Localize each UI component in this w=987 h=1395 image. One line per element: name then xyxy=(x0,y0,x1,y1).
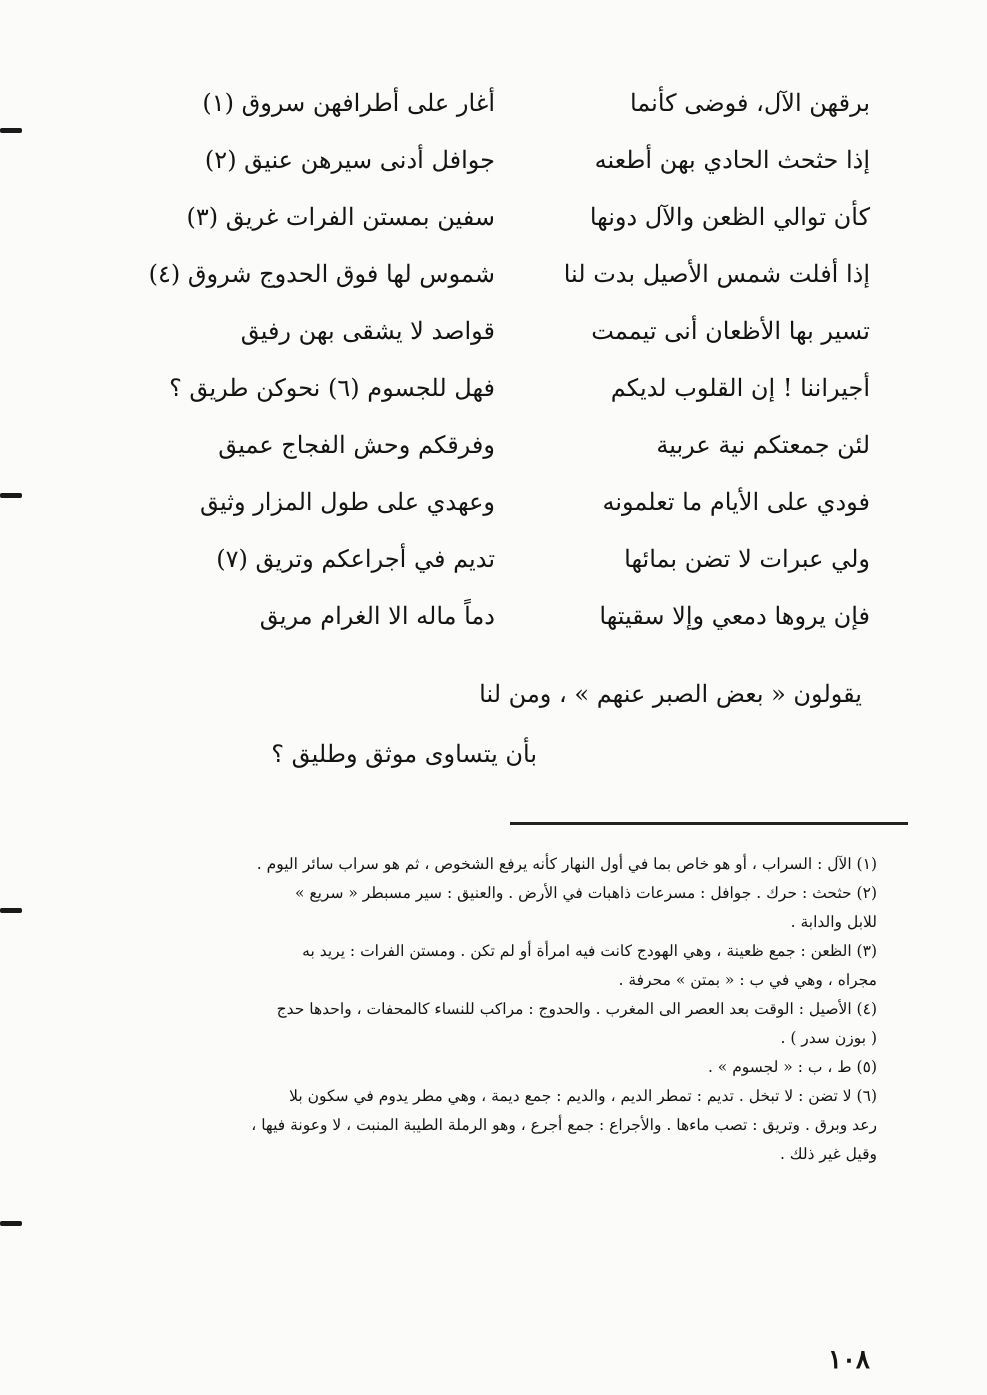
couplet xyxy=(150,75,870,132)
footnotes xyxy=(112,850,877,1169)
footnote-continuation: وقيل غير ذلك . xyxy=(779,1145,877,1163)
hemistich-second: دماً ماله الا الغرام مريق xyxy=(259,602,495,630)
footnote-separator xyxy=(510,822,908,825)
page-edge-tab xyxy=(0,908,22,913)
footnote xyxy=(112,1082,877,1169)
hemistich-second: تديم في أجراعكم وتريق (٧) xyxy=(216,545,495,573)
footnote-text: (٢) حثحث : حرك . جوافل : مسرعات ذاهبات في الأرض . والعنيق : سير مسبطر « سريع » xyxy=(294,884,877,902)
hemistich-second: وعهدي على طول المزار وثيق xyxy=(200,488,495,516)
poem-closing-line-first: يقولون « بعض الصبر عنهم » ، ومن لنا xyxy=(479,680,862,708)
couplet xyxy=(150,531,870,588)
hemistich-first: تسير بها الأظعان أنى تيممت xyxy=(591,317,870,345)
hemistich-first: إذا أفلت شمس الأصيل بدت لنا xyxy=(563,260,870,288)
hemistich-second: أغار على أطرافهن سروق (١) xyxy=(202,89,495,117)
page-edge-tab xyxy=(0,128,22,133)
footnote xyxy=(112,1053,877,1082)
footnote-text: (٤) الأصيل : الوقت بعد العصر الى المغرب . والحدوج : مراكب للنساء كالمحفات ، واحدها حدج xyxy=(276,1000,877,1018)
couplet xyxy=(150,588,870,645)
hemistich-first: ولي عبرات لا تضن بمائها xyxy=(624,545,870,573)
page-edge-tab xyxy=(0,1221,22,1226)
couplet xyxy=(150,474,870,531)
footnote-continuation: رعد وبرق . وتريق : تصب ماءها . والأجراع : جمع أجرع ، وهو الرملة الطيبة المنبت ، لا وعونة فيها ، xyxy=(251,1116,877,1134)
hemistich-first: فودي على الأيام ما تعلمونه xyxy=(602,488,870,516)
hemistich-first: فإن يروها دمعي وإلا سقيتها xyxy=(599,602,870,630)
hemistich-second: قواصد لا يشقى بهن رفيق xyxy=(240,317,495,345)
hemistich-first: أجيراننا ! إن القلوب لديكم xyxy=(610,374,870,402)
footnote-continuation: مجراه ، وهي في ب : « بمتن » محرفة . xyxy=(618,971,877,989)
hemistich-second: وفرقكم وحش الفجاج عميق xyxy=(218,431,495,459)
couplet xyxy=(150,417,870,474)
couplet xyxy=(150,303,870,360)
footnote xyxy=(112,850,877,879)
footnote xyxy=(112,995,877,1053)
hemistich-second: فهل للجسوم (٦) نحوكن طريق ؟ xyxy=(169,374,495,402)
footnote-continuation: ( بوزن سدر ) . xyxy=(780,1029,877,1047)
hemistich-second: شموس لها فوق الحدوج شروق (٤) xyxy=(148,260,495,288)
couplet xyxy=(150,132,870,189)
couplet xyxy=(150,360,870,417)
footnote-text: (٥) ط ، ب : « لجسوم » . xyxy=(707,1058,877,1076)
hemistich-second: جوافل أدنى سيرهن عنيق (٢) xyxy=(204,146,495,174)
footnote-text: (٦) لا تضن : لا تبخل . تديم : تمطر الديم ، والديم : جمع ديمة ، وهي مطر يدوم في سكون بلا xyxy=(289,1087,877,1105)
couplet xyxy=(150,246,870,303)
hemistich-first: برقهن الآل، فوضى كأنما xyxy=(629,89,870,117)
hemistich-second: سفين بمستن الفرات غريق (٣) xyxy=(186,203,495,231)
footnote-continuation: للابل والدابة . xyxy=(790,913,877,931)
page-edge-tab xyxy=(0,493,22,498)
hemistich-first: لئن جمعتكم نية عربية xyxy=(656,431,870,459)
hemistich-first: إذا حثحث الحادي بهن أطعنه xyxy=(594,146,870,174)
hemistich-first: كأن توالي الظعن والآل دونها xyxy=(589,203,870,231)
couplet xyxy=(150,189,870,246)
footnote xyxy=(112,937,877,995)
page-number: ١٠٨ xyxy=(828,1345,870,1375)
footnote-text: (١) الآل : السراب ، أو هو خاص بما في أول النهار كأنه يرفع الشخوص ، ثم هو سراب سائر اليوم . xyxy=(256,855,877,873)
poem-closing-line-second: بأن يتساوى موثق وطليق ؟ xyxy=(271,740,537,768)
poem xyxy=(150,75,870,645)
footnote xyxy=(112,879,877,937)
footnote-text: (٣) الظعن : جمع ظعينة ، وهي الهودج كانت فيه امرأة أو لم تكن . ومستن الفرات : يريد به xyxy=(302,942,877,960)
